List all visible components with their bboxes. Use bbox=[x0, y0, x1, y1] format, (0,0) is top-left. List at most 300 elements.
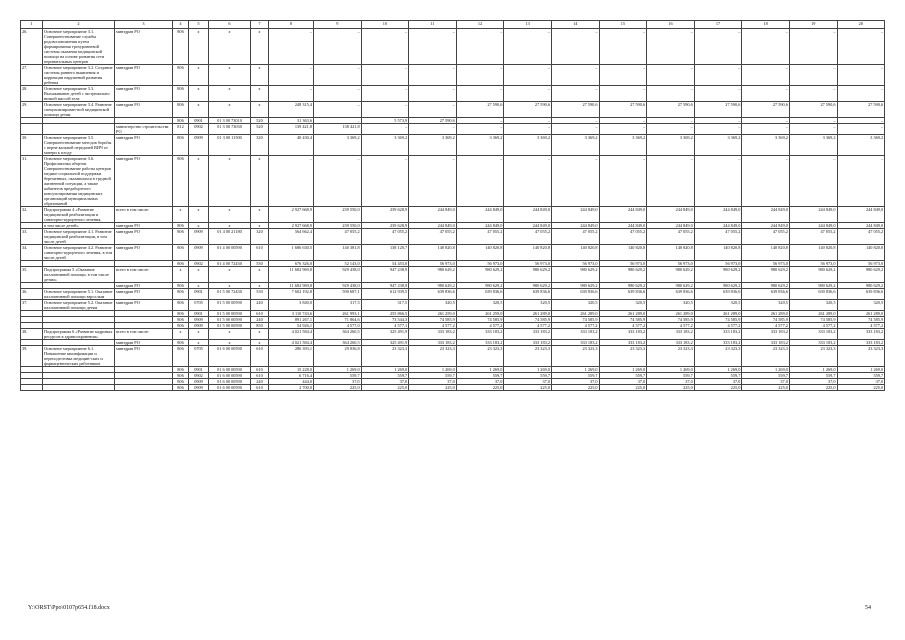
table-cell: 71 864,6 bbox=[314, 317, 362, 323]
table-cell: 320,5 bbox=[409, 300, 457, 311]
table-cell: 23 323,3 bbox=[789, 346, 837, 367]
table-cell: 333 183,2 bbox=[647, 329, 695, 340]
column-number: 15 bbox=[599, 21, 647, 29]
table-cell: 333 183,2 bbox=[456, 329, 504, 340]
table-cell: 225,0 bbox=[504, 385, 552, 391]
table-cell: х bbox=[189, 207, 209, 223]
table-cell: 4 021 584,4 bbox=[269, 329, 314, 340]
table-cell: 27 590,6 bbox=[551, 102, 599, 118]
table-cell: 0705 bbox=[189, 346, 209, 367]
table-cell: 74 585,9 bbox=[456, 317, 504, 323]
table-cell: Основное мероприятие 3.2. Создание системы раннего выявления и коррекции нарушений развития ребенка bbox=[44, 65, 113, 85]
table-cell: Основное мероприятие 4.2. Развитие санаторно-курортного лечения, в том числе детей bbox=[43, 245, 115, 261]
table-cell: 23 323,3 bbox=[504, 346, 552, 367]
table-cell: 23 323,3 bbox=[647, 346, 695, 367]
table-row bbox=[21, 124, 885, 135]
column-number: 18 bbox=[742, 21, 790, 29]
table-cell: 29 836,8 bbox=[314, 346, 362, 367]
table-cell bbox=[43, 385, 115, 391]
table-cell: 01 3 00 73030 bbox=[209, 124, 251, 135]
table-cell: 980 629,2 bbox=[694, 283, 742, 289]
table-row bbox=[21, 156, 885, 207]
table-cell: 980 629,2 bbox=[599, 283, 647, 289]
table-cell: 559,7 bbox=[647, 373, 695, 379]
table-cell: – bbox=[504, 65, 552, 86]
table-cell: – bbox=[551, 156, 599, 207]
table-cell: 980 629,2 bbox=[504, 267, 552, 283]
table-cell: 320,5 bbox=[647, 300, 695, 311]
table-cell: – bbox=[789, 118, 837, 124]
table-cell: 140 820,8 bbox=[599, 245, 647, 261]
table-cell: – bbox=[837, 156, 885, 207]
table-cell: минздрав РО bbox=[115, 29, 173, 65]
table-cell: 1 269,0 bbox=[742, 367, 790, 373]
table-cell: 559,7 bbox=[599, 373, 647, 379]
column-number: 16 bbox=[647, 21, 695, 29]
table-cell: 320,5 bbox=[789, 300, 837, 311]
table-cell: 559,7 bbox=[789, 373, 837, 379]
table-cell: 444,0 bbox=[269, 379, 314, 385]
table-cell: 3 369,2 bbox=[456, 135, 504, 156]
table-cell: 1 269,0 bbox=[361, 367, 409, 373]
table-cell: 140 820,8 bbox=[837, 245, 885, 261]
table-cell: 0901 bbox=[189, 311, 209, 317]
table-cell: Основное мероприятие 4.1. Развитие медицинской реабилитации, в том числе детей bbox=[43, 229, 115, 245]
table-cell: – bbox=[409, 156, 457, 207]
table-cell: – bbox=[742, 156, 790, 207]
table-cell: 806 bbox=[173, 379, 189, 385]
table-cell: х bbox=[189, 86, 209, 102]
table-cell: х bbox=[209, 29, 251, 65]
table-cell: 980 629,2 bbox=[599, 267, 647, 283]
table-row bbox=[21, 207, 885, 223]
table-cell: 2 927 668,9 bbox=[269, 223, 314, 229]
table-cell: – bbox=[599, 118, 647, 124]
table-cell: 15 228,0 bbox=[269, 367, 314, 373]
table-cell: 23 323,3 bbox=[742, 346, 790, 367]
table-cell: 255 866,5 bbox=[361, 311, 409, 317]
table-cell: 40 430,4 bbox=[269, 135, 314, 156]
table-cell: 4 577,2 bbox=[409, 323, 457, 329]
table-cell: 47 055,2 bbox=[504, 229, 552, 245]
table-cell: 806 bbox=[173, 367, 189, 373]
table-cell: – bbox=[551, 124, 599, 135]
table-cell: 261 289,0 bbox=[551, 311, 599, 317]
table-cell: 56 973,0 bbox=[694, 261, 742, 267]
table-cell: – bbox=[789, 124, 837, 135]
table-cell: 01 5 00 00590 bbox=[209, 311, 251, 317]
table-cell: 333 183,2 bbox=[837, 329, 885, 340]
table-cell: – bbox=[361, 86, 409, 102]
table-cell: х bbox=[189, 223, 209, 229]
table-cell: 676 326,0 bbox=[269, 261, 314, 267]
table-cell: 980 629,2 bbox=[789, 283, 837, 289]
table-cell: х bbox=[251, 156, 269, 207]
table-cell: 56 973,0 bbox=[504, 261, 552, 267]
table-cell: 74 585,9 bbox=[837, 317, 885, 323]
table-cell: Основное мероприятие 3.3. Выхаживание детей с экстремально низкой массой тела bbox=[43, 86, 115, 102]
table-cell: 01 5 00 00590 bbox=[209, 323, 251, 329]
table-cell: 286 393,1 bbox=[269, 346, 314, 367]
table-cell: 261 289,0 bbox=[742, 311, 790, 317]
table-cell: – bbox=[837, 29, 885, 65]
table-cell: 4 577,2 bbox=[837, 323, 885, 329]
table-cell: 225,0 bbox=[456, 385, 504, 391]
table-cell: 6 716,4 bbox=[269, 373, 314, 379]
table-cell: 74 585,9 bbox=[694, 317, 742, 323]
table-row bbox=[21, 29, 885, 65]
table-cell: 240 bbox=[251, 379, 269, 385]
table-cell: 320,5 bbox=[694, 300, 742, 311]
table-cell: 27 590,6 bbox=[599, 102, 647, 118]
table-cell: 2 700,0 bbox=[269, 385, 314, 391]
table-cell: 37,0 bbox=[694, 379, 742, 385]
table-cell: 38. bbox=[21, 329, 43, 340]
table-cell: 610 bbox=[251, 311, 269, 317]
table-cell: – bbox=[742, 118, 790, 124]
table-cell: х bbox=[209, 86, 251, 102]
table-cell: 47 055,2 bbox=[314, 229, 362, 245]
table-cell: Подпрограмма 5 «Оказание паллиативной помощи, в том числе детям» bbox=[43, 267, 115, 283]
table-cell: 806 bbox=[173, 311, 189, 317]
table-cell: 244 849,0 bbox=[694, 207, 742, 223]
table-cell: 333 183,2 bbox=[742, 329, 790, 340]
column-number: 20 bbox=[837, 21, 885, 29]
table-cell: 35. bbox=[21, 267, 43, 283]
table-cell: 140 820,8 bbox=[504, 245, 552, 261]
table-cell: 1 686 630,5 bbox=[269, 245, 314, 261]
table-cell: 30. bbox=[21, 135, 43, 156]
table-cell: х bbox=[251, 65, 269, 86]
table-cell: 333 183,2 bbox=[599, 340, 647, 346]
table-cell: – bbox=[742, 29, 790, 65]
table-cell: 639 836,6 bbox=[694, 289, 742, 300]
table-cell: 23 323,3 bbox=[551, 346, 599, 367]
table-cell: 639 836,6 bbox=[456, 289, 504, 300]
table-cell: х bbox=[209, 340, 251, 346]
table-cell: 0909 bbox=[189, 135, 209, 156]
table-cell: – bbox=[314, 102, 362, 118]
table-cell bbox=[43, 124, 115, 135]
table-cell: 929 438,0 bbox=[314, 267, 362, 283]
table-cell: 1 269,0 bbox=[647, 367, 695, 373]
table-cell: 225,0 bbox=[647, 385, 695, 391]
table-cell bbox=[21, 124, 43, 135]
table-cell: – bbox=[314, 118, 362, 124]
table-cell: 261 289,0 bbox=[504, 311, 552, 317]
table-cell: 27 590,6 bbox=[456, 102, 504, 118]
table-cell: минздрав РО bbox=[115, 346, 173, 367]
table-cell: 74 585,9 bbox=[789, 317, 837, 323]
table-cell: минздрав РО bbox=[115, 156, 173, 207]
table-cell: 806 bbox=[173, 245, 189, 261]
table-cell: 564 662,4 bbox=[269, 229, 314, 245]
table-cell: – bbox=[361, 156, 409, 207]
table-cell: 244 849,0 bbox=[837, 223, 885, 229]
table-cell: – bbox=[694, 124, 742, 135]
table-cell: – bbox=[361, 29, 409, 65]
table-cell: 140 820,8 bbox=[694, 245, 742, 261]
table-cell: 23 323,3 bbox=[361, 346, 409, 367]
table-cell: – bbox=[647, 124, 695, 135]
table-cell: 244 849,0 bbox=[504, 207, 552, 223]
table-cell: 610 bbox=[251, 245, 269, 261]
table-cell: 5 573,9 bbox=[361, 118, 409, 124]
table-cell: 244 849,0 bbox=[837, 207, 885, 223]
table-cell: 980 629,2 bbox=[456, 267, 504, 283]
table-cell: – bbox=[361, 102, 409, 118]
column-number: 1 bbox=[21, 21, 43, 29]
table-cell: 27 590,6 bbox=[504, 102, 552, 118]
table-cell: 56 973,0 bbox=[409, 261, 457, 267]
table-cell: 56 973,0 bbox=[789, 261, 837, 267]
table-cell: 590 687,1 bbox=[314, 289, 362, 300]
table-cell: 261 289,0 bbox=[837, 311, 885, 317]
table-cell: Основное мероприятие 3.5. Совершенствование методов борьбы с верти-кальной передачей ВИЧ от матери к плоду bbox=[43, 135, 115, 156]
table-cell: 01 3 00 73010 bbox=[209, 118, 251, 124]
table-cell: 317,5 bbox=[361, 300, 409, 311]
table-cell: 140 820,8 bbox=[409, 245, 457, 261]
table-cell: х bbox=[189, 267, 209, 283]
table-cell: Основное мероприятие 3.4. Развитие специализирован-ной медицинской помощи детям bbox=[43, 102, 115, 118]
table-cell: 3 369,2 bbox=[742, 135, 790, 156]
table-cell: 4 577,2 bbox=[504, 323, 552, 329]
table-cell: 37,0 bbox=[551, 379, 599, 385]
table-cell: 559,7 bbox=[409, 373, 457, 379]
table-cell: 4 577,1 bbox=[361, 323, 409, 329]
table-cell: 639 836,6 bbox=[409, 289, 457, 300]
table-cell: минздрав РО bbox=[115, 223, 173, 229]
table-cell: – bbox=[269, 29, 314, 65]
table-cell: 333 183,2 bbox=[504, 329, 552, 340]
table-cell: х bbox=[189, 283, 209, 289]
table-row bbox=[21, 229, 885, 245]
table-cell: 1 269,0 bbox=[551, 367, 599, 373]
table-cell: 806 bbox=[173, 346, 189, 367]
table-cell: 244 849,0 bbox=[409, 207, 457, 223]
table-cell: 325 491,9 bbox=[361, 340, 409, 346]
table-cell: 244 849,0 bbox=[599, 223, 647, 229]
table-cell: 56 973,0 bbox=[837, 261, 885, 267]
table-cell: 3 369,2 bbox=[647, 135, 695, 156]
table-row bbox=[21, 346, 885, 367]
table-cell: 559,7 bbox=[742, 373, 790, 379]
table-cell: Основное мероприятие 5.2. Оказание паллиативной помощи детям bbox=[43, 300, 115, 311]
table-cell: 3 369,2 bbox=[409, 135, 457, 156]
table-cell: 74 585,9 bbox=[504, 317, 552, 323]
table-cell: 244 849,0 bbox=[647, 223, 695, 229]
table-cell: 47 055,2 bbox=[647, 229, 695, 245]
table-cell: 47 055,2 bbox=[551, 229, 599, 245]
table-cell: 225,0 bbox=[837, 385, 885, 391]
table-cell: 530 bbox=[251, 289, 269, 300]
table-cell: 0909 bbox=[189, 379, 209, 385]
table-cell: 980 629,2 bbox=[409, 283, 457, 289]
table-cell: 37,0 bbox=[789, 379, 837, 385]
table-cell: 4 577,2 bbox=[742, 323, 790, 329]
table-cell: 639 836,6 bbox=[551, 289, 599, 300]
table-cell: 74 585,9 bbox=[551, 317, 599, 323]
table-cell: 320,5 bbox=[742, 300, 790, 311]
table-cell: 140 820,8 bbox=[647, 245, 695, 261]
table-cell: 261 993,1 bbox=[314, 311, 362, 317]
table-cell: 520 bbox=[251, 118, 269, 124]
table-cell: 333 183,2 bbox=[694, 329, 742, 340]
table-cell: 806 bbox=[173, 118, 189, 124]
table-cell: – bbox=[409, 102, 457, 118]
table-cell: 36. bbox=[21, 289, 43, 300]
table-cell: 244 849,0 bbox=[742, 223, 790, 229]
table-cell: 7 602 192,8 bbox=[269, 289, 314, 300]
table-cell: минздрав РО bbox=[115, 86, 173, 102]
table-cell: 244 849,0 bbox=[551, 223, 599, 229]
table-cell: 0901 bbox=[189, 118, 209, 124]
table-cell: – bbox=[647, 118, 695, 124]
table-cell: 947 238,9 bbox=[361, 283, 409, 289]
table-cell: 364 260,5 bbox=[314, 329, 362, 340]
table-cell: 244 849,0 bbox=[647, 207, 695, 223]
table-cell: х bbox=[189, 329, 209, 340]
table-cell: 37. bbox=[21, 300, 43, 311]
program-financing-table bbox=[20, 20, 885, 391]
table-cell: 325 491,9 bbox=[361, 329, 409, 340]
table-cell: – bbox=[742, 124, 790, 135]
table-cell: 244 849,0 bbox=[456, 207, 504, 223]
table-cell: 0902 bbox=[189, 124, 209, 135]
table-cell: – bbox=[551, 118, 599, 124]
table-cell: 980 629,2 bbox=[837, 283, 885, 289]
table-cell: 806 bbox=[173, 29, 189, 65]
table-cell: – bbox=[694, 29, 742, 65]
table-cell: 01 6 00 00590 bbox=[209, 385, 251, 391]
table-cell: 0909 bbox=[189, 245, 209, 261]
table-cell: 74 585,9 bbox=[409, 317, 457, 323]
table-cell: 0705 bbox=[189, 300, 209, 311]
table-cell: – bbox=[409, 65, 457, 86]
table-cell: х bbox=[251, 29, 269, 65]
table-cell: 37,0 bbox=[599, 379, 647, 385]
table-cell: – bbox=[504, 118, 552, 124]
table-cell: 320,5 bbox=[456, 300, 504, 311]
table-cell: 56 973,0 bbox=[456, 261, 504, 267]
table-cell bbox=[115, 385, 173, 391]
table-cell: 140 820,8 bbox=[456, 245, 504, 261]
table-cell: 0909 bbox=[189, 229, 209, 245]
table-cell: 980 629,2 bbox=[647, 283, 695, 289]
table-cell: – bbox=[647, 86, 695, 102]
table-cell: минздрав РО bbox=[115, 300, 173, 311]
table-row bbox=[21, 329, 885, 340]
table-cell: 333 183,2 bbox=[456, 340, 504, 346]
table-cell: – bbox=[789, 86, 837, 102]
table-cell: х bbox=[251, 86, 269, 102]
table-cell: х bbox=[173, 329, 189, 340]
table-cell: 33. bbox=[21, 229, 43, 245]
table-row bbox=[21, 385, 885, 391]
table-cell: 56 973,0 bbox=[599, 261, 647, 267]
table-cell: 1 269,0 bbox=[694, 367, 742, 373]
table-cell: х bbox=[209, 223, 251, 229]
table-cell: 333 183,2 bbox=[409, 340, 457, 346]
table-cell: 139 421,8 bbox=[269, 124, 314, 135]
table-cell: 639 836,6 bbox=[742, 289, 790, 300]
table-cell: 806 bbox=[173, 385, 189, 391]
table-cell: 56 973,0 bbox=[551, 261, 599, 267]
table-cell: 333 183,2 bbox=[551, 340, 599, 346]
table-cell: х bbox=[189, 156, 209, 207]
table-cell: 806 bbox=[173, 223, 189, 229]
table-cell: 74 585,9 bbox=[599, 317, 647, 323]
table-cell: 333 183,2 bbox=[551, 329, 599, 340]
table-cell: 74 585,9 bbox=[742, 317, 790, 323]
table-cell: Основное мероприятие 3.6. Профилактика абортов. Совершенствование работы центров медико-социальной поддержки беременных, оказавшихся в трудной жизненной ситуации, а также кабинетов предабортного консультирования медицинских организаций муниципальных образований bbox=[43, 156, 115, 207]
table-cell: – bbox=[694, 156, 742, 207]
column-number: 19 bbox=[789, 21, 837, 29]
table-cell: 4 577,2 bbox=[789, 323, 837, 329]
table-cell: – bbox=[361, 65, 409, 86]
table-cell: Основное мероприятие 6.1. Повышение квалификации и переподготовка медицин-ских и фармацевтических работников bbox=[43, 346, 115, 367]
table-cell: 3 369,2 bbox=[504, 135, 552, 156]
table-cell: 320,5 bbox=[599, 300, 647, 311]
table-cell: 1 269,0 bbox=[409, 367, 457, 373]
table-cell: 980 629,2 bbox=[647, 267, 695, 283]
table-cell: 47 055,2 bbox=[409, 229, 457, 245]
column-number: 10 bbox=[361, 21, 409, 29]
table-cell: 980 629,2 bbox=[742, 283, 790, 289]
table-cell: х bbox=[173, 267, 189, 283]
table-cell: 980 629,2 bbox=[742, 267, 790, 283]
table-cell: минздрав РО bbox=[115, 283, 173, 289]
table-cell: – bbox=[504, 29, 552, 65]
table-cell: 806 bbox=[173, 323, 189, 329]
table-cell: 0901 bbox=[189, 367, 209, 373]
table-cell: 806 bbox=[173, 86, 189, 102]
table-cell: – bbox=[456, 65, 504, 86]
table-row bbox=[21, 86, 885, 102]
table-cell: – bbox=[551, 86, 599, 102]
table-cell: 3 369,2 bbox=[694, 135, 742, 156]
table-cell: Основное мероприятие 3.1. Совершенствование службы родовспоможения путем формирования трехуровневой системы оказания медицинской помощи на основе развития сети перинатальных центров bbox=[43, 29, 115, 65]
table-cell: х bbox=[251, 283, 269, 289]
table-cell: 333 183,2 bbox=[504, 340, 552, 346]
table-cell: 559,7 bbox=[837, 373, 885, 379]
table-cell: 261 259,0 bbox=[409, 311, 457, 317]
table-cell: 4 577,2 bbox=[599, 323, 647, 329]
table-cell: 947 238,9 bbox=[361, 267, 409, 283]
table-cell: – bbox=[361, 124, 409, 135]
table-cell: 806 bbox=[173, 340, 189, 346]
table-cell: 639 836,6 bbox=[837, 289, 885, 300]
table-cell: – bbox=[647, 29, 695, 65]
table-cell: 37,0 bbox=[314, 379, 362, 385]
table-cell: 47 055,2 bbox=[456, 229, 504, 245]
table-cell: минздрав РО bbox=[115, 65, 173, 86]
table-cell: х bbox=[209, 156, 251, 207]
table-cell: 240 bbox=[251, 317, 269, 323]
table-cell: – bbox=[599, 65, 647, 86]
table-cell: 225,0 bbox=[314, 385, 362, 391]
table-cell: – bbox=[456, 29, 504, 65]
table-cell: 806 bbox=[173, 156, 189, 207]
table-cell: 47 055,2 bbox=[837, 229, 885, 245]
table-cell: 37,0 bbox=[409, 379, 457, 385]
table-cell: минздрав РО bbox=[115, 245, 173, 261]
table-cell: 610 bbox=[251, 385, 269, 391]
table-cell: 27. bbox=[21, 65, 43, 86]
table-cell: – bbox=[504, 124, 552, 135]
table-cell: 140 381,8 bbox=[314, 245, 362, 261]
table-cell: – bbox=[314, 156, 362, 207]
